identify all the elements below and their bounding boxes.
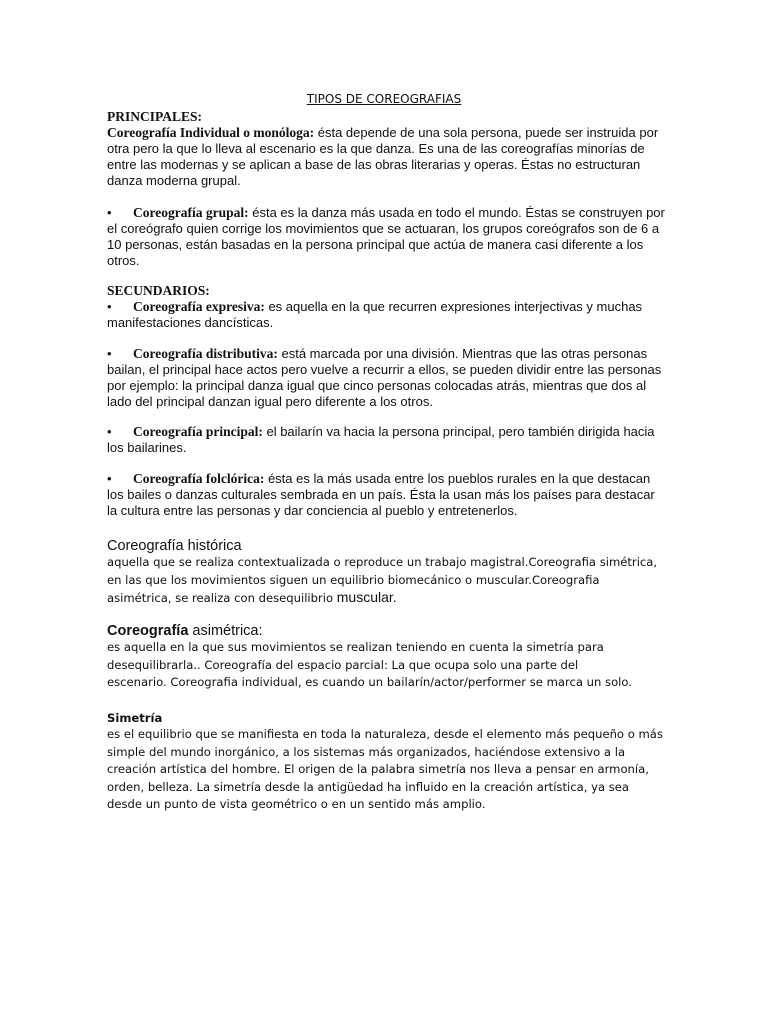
text-individual: ésta depende de una sola persona, puede ser instruida por otra pero la que lo lleva al escenario es la que danza. Es una de las coreografías minorías de entre las modernas y se aplican a base de las obras literarias y operas. Éstas no estructuran danza moderna grupal. bbox=[107, 125, 659, 188]
text-expresiva: es aquella en la que recurren expresiones interjectivas y muchas manifestaciones dancísticas. bbox=[107, 299, 643, 330]
historica-body: aquella que se realiza contextualizada o reproduce un trabajo magistral.Coreografia simétrica, en las que los movimientos siguen un equilibrio biomecánico o muscular.Coreografia asimétrica, se realiza con desequilibrio bbox=[107, 555, 658, 605]
simetria-text: es el equilibrio que se manifiesta en toda la naturaleza, desde el elemento más pequeño o más simple del mundo inorgánico, a los sistemas más organizados, haciéndose extensivo a la creación artística del hombre. El origen de la palabra simetría nos lleva a pensar en armonía, orden, belleza. La simetría desde la antigüedad ha influido en la creación artística, ya sea desde un punto de vista geométrico o en un sentido más amplio. bbox=[107, 727, 663, 811]
label-expresiva: Coreografía expresiva: bbox=[133, 299, 265, 314]
historica-text bbox=[107, 554, 667, 608]
asimetrica-line-3: escenario. Coreografia individual, es cuando un bailarín/actor/performer se marca un solo. bbox=[107, 675, 632, 689]
bullet-expresiva: • bbox=[107, 299, 112, 314]
paragraph-expresiva bbox=[107, 299, 667, 331]
asimetrica-section bbox=[107, 623, 667, 692]
simetria-section bbox=[107, 710, 667, 814]
historica-body-end: muscular. bbox=[336, 589, 397, 605]
label-distributiva: Coreografía distributiva: bbox=[133, 346, 278, 361]
bullet-distributiva: • bbox=[107, 346, 112, 361]
label-folclorica: Coreografía folclórica: bbox=[133, 471, 265, 486]
text-grupal: ésta es la danza más usada en todo el mundo. Éstas se construyen por el coreógrafo quien corrige los movimientos que se actuaran, los grupos coreógrafos son de 6 a 10 personas, están basadas en la persona principal que actúa de manera casi diferente a los otros. bbox=[107, 205, 665, 268]
paragraph-grupal bbox=[107, 205, 667, 269]
text-distributiva: está marcada por una división. Mientras que las otras personas bailan, el principal hace actos pero vuelve a recurrir a ellos, se pueden dividir entre las personas por ejemplo: la principal danza igual que cinco personas colocadas atrás, mientras que dos al lado del principal danzan igual pero diferente a los otros. bbox=[107, 346, 662, 409]
asimetrica-heading-rest: asimétrica: bbox=[188, 623, 263, 639]
label-grupal: Coreografía grupal: bbox=[133, 205, 249, 220]
historica-heading: Coreografía histórica bbox=[107, 538, 242, 554]
secundarios-heading: SECUNDARIOS: bbox=[107, 283, 210, 298]
document-title: TIPOS DE COREOGRAFIAS bbox=[306, 92, 462, 106]
paragraph-individual bbox=[107, 125, 667, 189]
text-principal: el bailarín va hacia la persona principal, pero también dirigida hacia los bailarines. bbox=[107, 424, 655, 455]
asimetrica-line-2: desequilibrarla.. Coreografía del espacio parcial: La que ocupa solo una parte del bbox=[107, 657, 579, 672]
label-individual: Coreografía Individual o monóloga: bbox=[107, 125, 315, 140]
paragraph-principal bbox=[107, 424, 667, 456]
secundarios-section bbox=[107, 283, 667, 331]
bullet-principal: • bbox=[107, 424, 112, 439]
bullet-folclorica: • bbox=[107, 471, 112, 486]
principales-heading: PRINCIPALES: bbox=[107, 109, 203, 124]
asimetrica-heading-bold: Coreografía bbox=[107, 623, 189, 639]
historica-section bbox=[107, 538, 667, 608]
text-folclorica: ésta es la más usada entre los pueblos rurales en la que destacan los bailes o danzas culturales sembrada en un país. Ésta la usan más los países para destacar la cultura entre las personas y dar conciencia al pueblo y entretenerlos. bbox=[107, 471, 655, 518]
paragraph-folclorica bbox=[107, 471, 667, 519]
asimetrica-heading bbox=[107, 623, 667, 639]
paragraph-distributiva bbox=[107, 346, 667, 410]
simetria-heading: Simetría bbox=[107, 711, 163, 725]
principales-section bbox=[107, 109, 667, 189]
label-principal: Coreografía principal: bbox=[133, 424, 263, 439]
asimetrica-line-1: es aquella en la que sus movimientos se realizan teniendo en cuenta la simetría para bbox=[107, 640, 604, 654]
bullet-grupal: • bbox=[107, 205, 112, 220]
